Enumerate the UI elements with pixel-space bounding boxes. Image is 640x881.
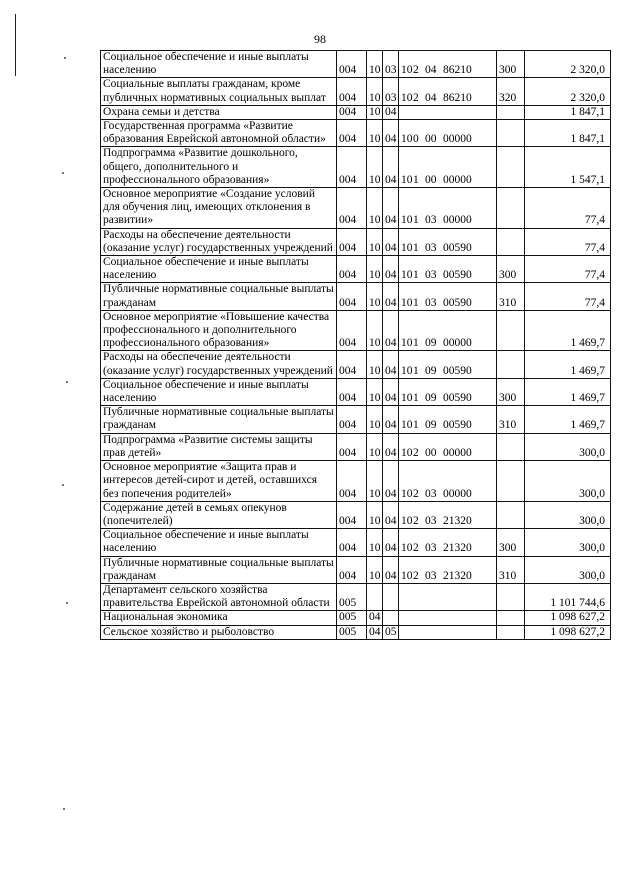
- row-name: Публичные нормативные социальные выплаты гражданам: [101, 556, 337, 583]
- row-expense-type: [497, 611, 525, 625]
- row-section-code: 10: [367, 501, 383, 528]
- row-amount: 77,4: [525, 228, 611, 255]
- target-article-part: 2: [413, 91, 419, 104]
- row-target-article: [399, 433, 497, 460]
- row-target-article: [399, 120, 497, 147]
- scan-speck: [66, 381, 68, 383]
- row-subsection-code: 04: [383, 378, 399, 405]
- row-subsection-code: 04: [383, 188, 399, 229]
- target-article-part: 00000: [443, 133, 472, 146]
- row-ministry-code: 004: [337, 351, 367, 378]
- row-target-article: [399, 51, 497, 78]
- row-section-code: 10: [367, 105, 383, 119]
- target-article-part: 1: [413, 419, 419, 432]
- table-row: [101, 228, 611, 255]
- row-amount: 77,4: [525, 283, 611, 310]
- row-section-code: 10: [367, 120, 383, 147]
- row-name: Государственная программа «Развитие образования Еврейской автономной области»: [101, 120, 337, 147]
- row-subsection-code: [383, 611, 399, 625]
- row-expense-type: [497, 310, 525, 351]
- target-article-part: 1: [413, 241, 419, 254]
- target-article-part: 2: [413, 64, 419, 77]
- row-ministry-code: 004: [337, 461, 367, 502]
- table-row: [101, 501, 611, 528]
- target-article-part: 03: [425, 296, 437, 309]
- target-article-part: 10: [401, 241, 413, 254]
- target-article-part: 09: [425, 419, 437, 432]
- target-article-part: 10: [401, 487, 413, 500]
- table-row: [101, 120, 611, 147]
- target-article-part: 10: [401, 419, 413, 432]
- target-article-part: 00: [425, 446, 437, 459]
- target-article-part: 10: [401, 514, 413, 527]
- row-ministry-code: 004: [337, 51, 367, 78]
- row-name: Основное мероприятие «Защита прав и интересов детей-сирот и детей, оставшихся без попечения родителей»: [101, 461, 337, 502]
- row-section-code: 10: [367, 51, 383, 78]
- row-name: Подпрограмма «Развитие дошкольного, общего, дополнительного и профессионального образования»: [101, 147, 337, 188]
- target-article-part: 10: [401, 542, 413, 555]
- row-amount: 1 469,7: [525, 406, 611, 433]
- target-article-part: 1: [413, 296, 419, 309]
- row-subsection-code: 04: [383, 556, 399, 583]
- row-section-code: 04: [367, 611, 383, 625]
- row-amount: 1 847,1: [525, 105, 611, 119]
- target-article-part: 2: [413, 542, 419, 555]
- target-article-part: 2: [413, 514, 419, 527]
- target-article-part: 21320: [443, 514, 472, 527]
- row-amount: 1 098 627,2: [525, 625, 611, 639]
- row-expense-type: [497, 351, 525, 378]
- target-article-part: 10: [401, 269, 413, 282]
- target-article-part: 1: [413, 269, 419, 282]
- row-section-code: 10: [367, 147, 383, 188]
- target-article-part: 1: [413, 392, 419, 405]
- table-row: [101, 378, 611, 405]
- row-name: Основное мероприятие «Создание условий для обучения лиц, имеющих отклонения в развитии»: [101, 188, 337, 229]
- target-article-part: 2: [413, 569, 419, 582]
- row-target-article: [399, 611, 497, 625]
- row-expense-type: [497, 188, 525, 229]
- row-subsection-code: 03: [383, 51, 399, 78]
- row-expense-type: [497, 583, 525, 610]
- row-amount: 1 469,7: [525, 351, 611, 378]
- scan-speck: [63, 808, 65, 810]
- target-article-part: 10: [401, 337, 413, 350]
- row-ministry-code: 004: [337, 529, 367, 556]
- row-ministry-code: 004: [337, 188, 367, 229]
- row-amount: 77,4: [525, 256, 611, 283]
- target-article-part: 10: [401, 214, 413, 227]
- row-name: Содержание детей в семьях опекунов (попечителей): [101, 501, 337, 528]
- row-section-code: 10: [367, 378, 383, 405]
- row-expense-type: 300: [497, 51, 525, 78]
- row-expense-type: 300: [497, 378, 525, 405]
- row-name: Публичные нормативные социальные выплаты гражданам: [101, 283, 337, 310]
- scan-speck: [62, 172, 64, 174]
- row-subsection-code: 04: [383, 461, 399, 502]
- scan-speck: [64, 57, 66, 59]
- target-article-part: 1: [413, 214, 419, 227]
- row-target-article: [399, 406, 497, 433]
- row-section-code: 10: [367, 228, 383, 255]
- row-expense-type: [497, 625, 525, 639]
- target-article-part: 00000: [443, 487, 472, 500]
- row-target-article: [399, 583, 497, 610]
- row-section-code: 10: [367, 556, 383, 583]
- target-article-part: 00590: [443, 364, 472, 377]
- row-ministry-code: 004: [337, 120, 367, 147]
- target-article-part: 03: [425, 569, 437, 582]
- table-body: [101, 51, 611, 640]
- target-article-part: 03: [425, 514, 437, 527]
- target-article-part: 10: [401, 446, 413, 459]
- row-section-code: 10: [367, 433, 383, 460]
- target-article-part: 0: [413, 133, 419, 146]
- target-article-part: 09: [425, 337, 437, 350]
- target-article-part: 03: [425, 542, 437, 555]
- row-target-article: [399, 529, 497, 556]
- table-row: [101, 461, 611, 502]
- target-article-part: 00000: [443, 446, 472, 459]
- row-target-article: [399, 188, 497, 229]
- target-article-part: 21320: [443, 542, 472, 555]
- row-ministry-code: 004: [337, 105, 367, 119]
- target-article-part: 00000: [443, 173, 472, 186]
- row-subsection-code: 04: [383, 310, 399, 351]
- target-article-part: 10: [401, 392, 413, 405]
- row-target-article: [399, 78, 497, 105]
- target-article-part: 1: [413, 364, 419, 377]
- row-target-article: [399, 105, 497, 119]
- row-expense-type: [497, 501, 525, 528]
- row-target-article: [399, 310, 497, 351]
- row-expense-type: [497, 120, 525, 147]
- target-article-part: 2: [413, 487, 419, 500]
- target-article-part: 09: [425, 392, 437, 405]
- row-expense-type: 310: [497, 406, 525, 433]
- row-name: Охрана семьи и детства: [101, 105, 337, 119]
- row-amount: 2 320,0: [525, 78, 611, 105]
- row-ministry-code: 004: [337, 378, 367, 405]
- target-article-part: 00: [425, 173, 437, 186]
- row-subsection-code: 04: [383, 120, 399, 147]
- target-article-part: 03: [425, 214, 437, 227]
- target-article-part: 09: [425, 364, 437, 377]
- row-expense-type: 300: [497, 529, 525, 556]
- target-article-part: 03: [425, 487, 437, 500]
- row-name: Публичные нормативные социальные выплаты гражданам: [101, 406, 337, 433]
- target-article-part: 10: [401, 133, 413, 146]
- row-ministry-code: 005: [337, 611, 367, 625]
- row-name: Расходы на обеспечение деятельности (оказание услуг) государственных учреждений: [101, 228, 337, 255]
- scan-speck: [62, 484, 64, 486]
- row-amount: 1 101 744,6: [525, 583, 611, 610]
- target-article-part: 04: [425, 91, 437, 104]
- row-section-code: 10: [367, 188, 383, 229]
- row-name: Национальная экономика: [101, 611, 337, 625]
- row-section-code: 10: [367, 351, 383, 378]
- target-article-part: 00000: [443, 337, 472, 350]
- row-expense-type: [497, 105, 525, 119]
- row-expense-type: [497, 461, 525, 502]
- target-article-part: 00590: [443, 241, 472, 254]
- row-name: Подпрограмма «Развитие системы защиты прав детей»: [101, 433, 337, 460]
- row-subsection-code: 04: [383, 433, 399, 460]
- row-subsection-code: 05: [383, 625, 399, 639]
- target-article-part: 00590: [443, 419, 472, 432]
- target-article-part: 10: [401, 64, 413, 77]
- page-number: 98: [314, 32, 326, 46]
- row-amount: 1 098 627,2: [525, 611, 611, 625]
- row-name: Сельское хозяйство и рыболовство: [101, 625, 337, 639]
- row-amount: 1 847,1: [525, 120, 611, 147]
- table-row: [101, 556, 611, 583]
- target-article-part: 00: [425, 133, 437, 146]
- target-article-part: 86210: [443, 91, 472, 104]
- target-article-part: 04: [425, 64, 437, 77]
- row-section-code: 10: [367, 461, 383, 502]
- scan-speck: [66, 602, 68, 604]
- row-name: Социальное обеспечение и иные выплаты населению: [101, 529, 337, 556]
- row-expense-type: [497, 147, 525, 188]
- table-row: [101, 433, 611, 460]
- budget-table: [100, 50, 611, 640]
- row-amount: 1 547,1: [525, 147, 611, 188]
- row-expense-type: [497, 228, 525, 255]
- row-section-code: 10: [367, 406, 383, 433]
- table-row: [101, 310, 611, 351]
- target-article-part: 03: [425, 269, 437, 282]
- row-amount: 300,0: [525, 433, 611, 460]
- row-section-code: 04: [367, 625, 383, 639]
- row-subsection-code: 04: [383, 529, 399, 556]
- row-ministry-code: 004: [337, 78, 367, 105]
- row-ministry-code: 005: [337, 625, 367, 639]
- table-row: [101, 529, 611, 556]
- table-row: [101, 51, 611, 78]
- row-subsection-code: 04: [383, 501, 399, 528]
- row-section-code: 10: [367, 310, 383, 351]
- row-ministry-code: 004: [337, 283, 367, 310]
- target-article-part: 21320: [443, 569, 472, 582]
- target-article-part: 2: [413, 446, 419, 459]
- table-row: [101, 611, 611, 625]
- row-name: Социальное обеспечение и иные выплаты населению: [101, 51, 337, 78]
- row-ministry-code: 004: [337, 228, 367, 255]
- row-target-article: [399, 625, 497, 639]
- table-row: [101, 283, 611, 310]
- target-article-part: 10: [401, 364, 413, 377]
- table-row: [101, 188, 611, 229]
- table-row: [101, 583, 611, 610]
- row-ministry-code: 004: [337, 433, 367, 460]
- target-article-part: 00000: [443, 214, 472, 227]
- table-row: [101, 78, 611, 105]
- target-article-part: 00590: [443, 296, 472, 309]
- row-ministry-code: 005: [337, 583, 367, 610]
- row-amount: 300,0: [525, 461, 611, 502]
- row-expense-type: 310: [497, 283, 525, 310]
- table-row: [101, 147, 611, 188]
- row-amount: 300,0: [525, 501, 611, 528]
- row-subsection-code: 04: [383, 147, 399, 188]
- row-target-article: [399, 228, 497, 255]
- row-section-code: [367, 583, 383, 610]
- row-expense-type: 300: [497, 256, 525, 283]
- target-article-part: 1: [413, 173, 419, 186]
- row-amount: 2 320,0: [525, 51, 611, 78]
- table-row: [101, 625, 611, 639]
- row-name: Расходы на обеспечение деятельности (оказание услуг) государственных учреждений: [101, 351, 337, 378]
- row-subsection-code: [383, 583, 399, 610]
- row-target-article: [399, 461, 497, 502]
- row-ministry-code: 004: [337, 256, 367, 283]
- row-subsection-code: 04: [383, 406, 399, 433]
- row-section-code: 10: [367, 529, 383, 556]
- target-article-part: 00590: [443, 392, 472, 405]
- row-name: Социальные выплаты гражданам, кроме публичных нормативных социальных выплат: [101, 78, 337, 105]
- row-amount: 1 469,7: [525, 378, 611, 405]
- row-name: Социальное обеспечение и иные выплаты населению: [101, 256, 337, 283]
- row-ministry-code: 004: [337, 310, 367, 351]
- row-target-article: [399, 351, 497, 378]
- target-article-part: 86210: [443, 64, 472, 77]
- table-row: [101, 256, 611, 283]
- row-expense-type: 310: [497, 556, 525, 583]
- target-article-part: 1: [413, 337, 419, 350]
- row-section-code: 10: [367, 283, 383, 310]
- row-subsection-code: 04: [383, 105, 399, 119]
- row-expense-type: 320: [497, 78, 525, 105]
- row-subsection-code: 04: [383, 351, 399, 378]
- target-article-part: 00590: [443, 269, 472, 282]
- table-row: [101, 406, 611, 433]
- row-target-article: [399, 283, 497, 310]
- row-name: Основное мероприятие «Повышение качества профессионального и дополнительного профессионального образования»: [101, 310, 337, 351]
- row-ministry-code: 004: [337, 556, 367, 583]
- row-ministry-code: 004: [337, 501, 367, 528]
- row-subsection-code: 04: [383, 283, 399, 310]
- row-target-article: [399, 378, 497, 405]
- target-article-part: 10: [401, 296, 413, 309]
- row-amount: 1 469,7: [525, 310, 611, 351]
- row-section-code: 10: [367, 256, 383, 283]
- row-section-code: 10: [367, 78, 383, 105]
- row-subsection-code: 03: [383, 78, 399, 105]
- target-article-part: 10: [401, 91, 413, 104]
- target-article-part: 10: [401, 173, 413, 186]
- row-subsection-code: 04: [383, 256, 399, 283]
- table-row: [101, 351, 611, 378]
- row-target-article: [399, 556, 497, 583]
- row-subsection-code: 04: [383, 228, 399, 255]
- row-target-article: [399, 147, 497, 188]
- row-target-article: [399, 501, 497, 528]
- row-amount: 300,0: [525, 556, 611, 583]
- row-ministry-code: 004: [337, 147, 367, 188]
- target-article-part: 10: [401, 569, 413, 582]
- row-amount: 77,4: [525, 188, 611, 229]
- row-expense-type: [497, 433, 525, 460]
- target-article-part: 03: [425, 241, 437, 254]
- row-name: Департамент сельского хозяйства правительства Еврейской автономной области: [101, 583, 337, 610]
- table-row: [101, 105, 611, 119]
- row-target-article: [399, 256, 497, 283]
- row-name: Социальное обеспечение и иные выплаты населению: [101, 378, 337, 405]
- row-ministry-code: 004: [337, 406, 367, 433]
- row-amount: 300,0: [525, 529, 611, 556]
